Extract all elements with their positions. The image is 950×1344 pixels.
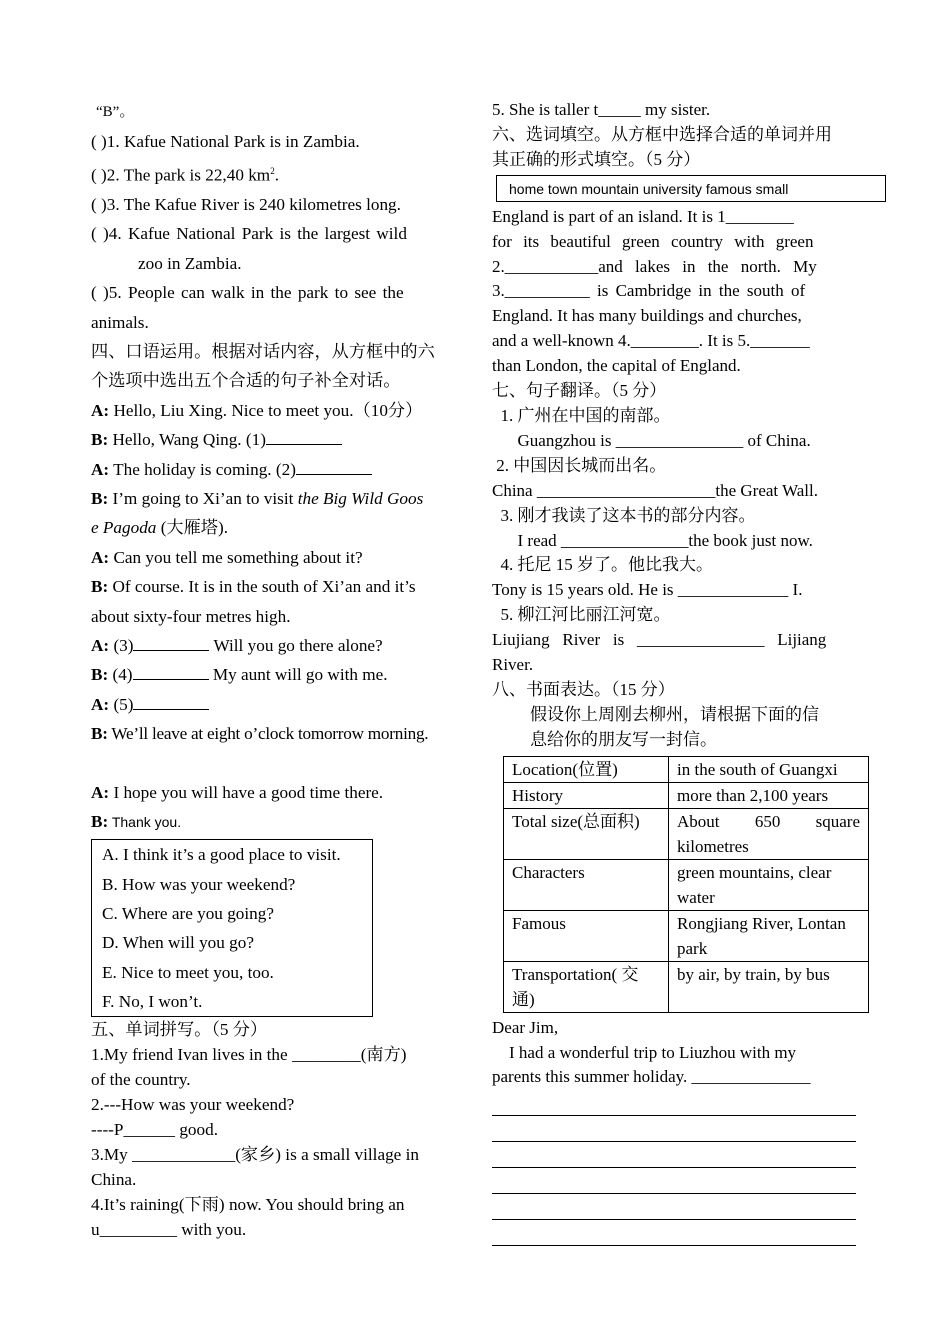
translation-3-cn: 3. 刚才我读了这本书的部分内容。 (492, 505, 756, 525)
translation-3-en: I read _______________the book just now. (492, 530, 813, 550)
option-b: B. How was your weekend? (102, 874, 296, 894)
dialogue-line-5: A: Can you tell me something about it? (91, 547, 363, 567)
answer-bracket[interactable]: ( ) (91, 224, 109, 244)
section8-title: 八、书面表达。（15 分） (492, 679, 675, 699)
spell-q1-cont: of the country. (91, 1070, 191, 1090)
writing-line[interactable] (492, 1194, 856, 1220)
spell-q3: 3.My ____________(家乡) is a small village in (91, 1145, 419, 1165)
passage-line-4: 3.__________ is Cambridge in the south of (492, 281, 806, 301)
dialogue-line-6: B: Of course. It is in the south of Xi’an and it’s (91, 577, 416, 597)
dialogue-line-2: B: Hello, Wang Qing. (1) (91, 425, 463, 454)
table-row: Famous Rongjiang River, Lontan park (504, 910, 869, 961)
option-a: A. I think it’s a good place to visit. (102, 845, 341, 865)
translation-5-en: Liujiang River is _______________ Lijiang (492, 630, 827, 650)
passage-line-6: and a well-known 4.________. It is 5._______ (492, 331, 810, 351)
translation-1-en: Guangzhou is _______________ of China. (492, 430, 811, 450)
option-e: E. Nice to meet you, too. (102, 962, 274, 982)
reading-q1: ( )1. Kafue National Park is in Zambia. (91, 132, 360, 152)
reading-q5: ( )5. People can walk in the park to see the (91, 283, 404, 303)
answer-blank[interactable] (133, 692, 209, 710)
spell-q4-cont: u_________ with you. (91, 1220, 247, 1240)
spell-q2: 2.---How was your weekend? (91, 1095, 295, 1115)
dialogue-line-9: A: (5) (91, 690, 463, 719)
dialogue-line-7: A: (3) Will you go there alone? (91, 631, 463, 660)
spell-q5: 5. She is taller t_____ my sister. (492, 100, 711, 119)
translation-1-cn: 1. 广州在中国的南部。 (492, 405, 671, 425)
letter-body-cont: parents this summer holiday. ______________ (492, 1067, 811, 1087)
answer-bracket[interactable]: ( ) (91, 132, 107, 152)
translation-5-en-cont: River. (492, 655, 534, 675)
left-column (91, 98, 463, 1242)
table-row: Location(位置) in the south of Guangxi (504, 756, 869, 782)
writing-line[interactable] (492, 1090, 856, 1116)
right-column (492, 98, 860, 1246)
translation-4-en: Tony is 15 years old. He is _____________ I. (492, 580, 803, 600)
section7-title: 七、句子翻译。（5 分） (492, 381, 667, 401)
spell-q4: 4.It’s raining(下雨) now. You should bring an (91, 1195, 405, 1215)
answer-bracket[interactable]: ( ) (91, 194, 107, 214)
dialogue-line-11: A: I hope you will have a good time there. (91, 782, 384, 802)
section4-title: 四、口语运用。根据对话内容，从方框中的六 (91, 341, 435, 361)
section6-title: 六、选词填空。从方框中选择合适的单词并用 (492, 124, 832, 144)
answer-blank[interactable] (133, 662, 209, 680)
dialogue-line-6-cont: about sixty-four metres high. (91, 606, 291, 626)
passage-line-3: 2.___________and lakes in the north. My (492, 256, 817, 276)
writing-prompt-cont: 息给你的朋友写一封信。 (530, 729, 717, 749)
passage-line-7: than London, the capital of England. (492, 356, 741, 376)
spacer (91, 749, 463, 778)
reading-q5-cont: animals. (91, 312, 149, 332)
writing-line[interactable] (492, 1220, 856, 1246)
writing-prompt: 假设你上周刚去柳州，请根据下面的信 (530, 704, 819, 724)
dialogue-line-3: A: The holiday is coming. (2) (91, 455, 463, 484)
spell-q3-cont: China. (91, 1170, 137, 1190)
table-row: Characters green mountains, clear water (504, 859, 869, 910)
dialogue-line-10: B: We’ll leave at eight o’clock tomorrow morning. (91, 724, 429, 744)
writing-line[interactable] (492, 1142, 856, 1168)
options-box (91, 839, 373, 1017)
reading-q4: ( )4. Kafue National Park is the largest wild (91, 224, 407, 244)
table-row: History more than 2,100 years (504, 782, 869, 808)
dialogue-line-4: B: I’m going to Xi’an to visit the Big Wild Goos (91, 489, 424, 509)
reading-q4-cont: zoo in Zambia. (138, 253, 242, 273)
passage-line-5: England. It has many buildings and churches, (492, 306, 802, 326)
spell-q1: 1.My friend Ivan lives in the ________(南方) (91, 1045, 407, 1065)
answer-blank[interactable] (133, 633, 209, 651)
dialogue-line-12: B: Thank you. (91, 812, 182, 832)
letter-greeting: Dear Jim, (492, 1017, 559, 1037)
section5-title: 五、单词拼写。（5 分） (91, 1020, 268, 1040)
passage-line-1: England is part of an island. It is 1________ (492, 206, 794, 226)
option-f: F. No, I won’t. (102, 991, 203, 1011)
answer-blank[interactable] (296, 456, 372, 474)
translation-4-cn: 4. 托尼 15 岁了。他比我大。 (492, 555, 713, 575)
intro-tail: “B”。 (96, 104, 135, 120)
letter-body: I had a wonderful trip to Liuzhou with my (492, 1042, 797, 1062)
answer-bracket[interactable]: ( ) (91, 165, 107, 185)
translation-5-cn: 5. 柳江河比丽江河宽。 (492, 605, 671, 625)
reading-q3: ( )3. The Kafue River is 240 kilometres long. (91, 194, 401, 214)
table-row: Total size(总面积) About 650 square kilometres (504, 808, 869, 859)
translation-2-en: China _____________________the Great Wall. (492, 480, 818, 500)
answer-bracket[interactable]: ( ) (91, 283, 109, 303)
passage-line-2: for its beautiful green country with green (492, 231, 814, 251)
option-c: C. Where are you going? (102, 904, 274, 924)
table-row: Transportation( 交通) by air, by train, by bus (504, 961, 869, 1012)
option-d: D. When will you go? (102, 933, 254, 953)
dialogue-line-8: B: (4) My aunt will go with me. (91, 660, 463, 689)
writing-line[interactable] (492, 1116, 856, 1142)
answer-blank[interactable] (266, 427, 342, 445)
writing-line[interactable] (492, 1168, 856, 1194)
section6-title-cont: 其正确的形式填空。（5 分） (492, 149, 701, 169)
info-table (503, 756, 869, 1013)
word-box: home town mountain university famous small (496, 175, 886, 202)
dialogue-line-4-cont: e Pagoda (大雁塔). (91, 518, 229, 538)
translation-2-cn: 2. 中国因长城而出名。 (492, 455, 667, 475)
spell-q2-cont: ----P______ good. (91, 1120, 218, 1140)
section4-title-cont: 个选项中选出五个合适的句子补全对话。 (91, 371, 401, 391)
reading-q2: ( )2. The park is 22,40 $km^2$. (91, 165, 279, 185)
dialogue-line-1: A: Hello, Liu Xing. Nice to meet you.（10分） (91, 400, 423, 420)
